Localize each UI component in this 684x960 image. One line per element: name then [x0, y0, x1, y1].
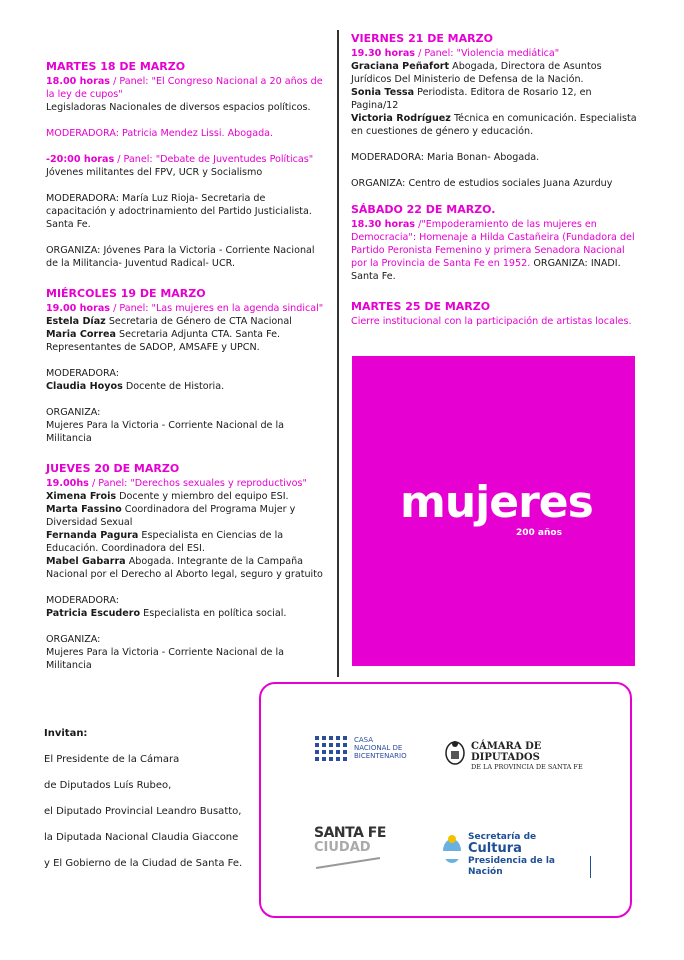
day-heading-martes-25: MARTES 25 DE MARZO: [351, 300, 491, 313]
panel-line: 18.30 horas /"Empoderamiento de las mujeres en Democracia": Homenaje a Hilda Castañeira (Fundadora del Partido Peronista Femenino y primera Senadora Nacional por la Provincia de Santa Fe en 1952. ORGANIZA: INADI. Santa Fe.: [351, 219, 635, 282]
organizer-label: ORGANIZA:: [46, 634, 101, 645]
invitation-line: el Diputado Provincial Leandro Busatto,: [44, 806, 242, 817]
right-column: [351, 32, 639, 328]
moderator-label: MODERADORA:: [46, 595, 119, 606]
brand-box: [352, 356, 635, 666]
speaker-line: Graciana Peñafort Abogada, Directora de Asuntos Jurídicos Del Ministerio de Defensa de la Nación.: [351, 61, 602, 85]
speaker-line: Ximena Frois Docente y miembro del equipo ESI.: [46, 491, 289, 502]
organizer-line: ORGANIZA: Centro de estudios sociales Juana Azurduy: [351, 178, 613, 189]
casa-bicentenario-logo: [314, 734, 414, 768]
camara-logo-title: CÁMARA DE DIPUTADOS: [471, 741, 542, 763]
casa-logo-text: CASA: [354, 736, 374, 744]
camara-diputados-logo: [443, 738, 613, 770]
brand-subtitle: 200 años: [516, 528, 562, 538]
day-heading-sabado-22: SÁBADO 22 DE MARZO.: [351, 203, 496, 216]
moderator-line: MODERADORA: Patricia Mendez Lissi. Abogada.: [46, 128, 274, 139]
day-heading-viernes-21: VIERNES 21 DE MARZO: [351, 32, 493, 45]
invitation-line: El Presidente de la Cámara: [44, 754, 180, 765]
swoosh-icon: [314, 856, 384, 870]
coat-of-arms-icon: [443, 738, 467, 766]
speaker-line: Maria Correa Secretaria Adjunta CTA. Santa Fe.: [46, 329, 281, 340]
speaker-line: Fernanda Pagura Especialista en Ciencias de la Educación. Coordinadora del ESI.: [46, 530, 284, 554]
day-heading-martes-18: MARTES 18 DE MARZO: [46, 60, 186, 73]
panel-description: Jóvenes militantes del FPV, UCR y Socialismo: [46, 167, 263, 178]
invitation-line: de Diputados Luís Rubeo,: [44, 780, 172, 791]
casa-logo-text: NACIONAL DE: [354, 744, 403, 752]
speaker-line: Estela Díaz Secretaria de Género de CTA Nacional: [46, 316, 292, 327]
invitation-block: [44, 728, 264, 883]
panel-line: -20:00 horas / Panel: "Debate de Juventudes Políticas": [46, 154, 314, 165]
day-heading-jueves-20: JUEVES 20 DE MARZO: [46, 462, 180, 475]
speaker-line: Marta Fassino Coordinadora del Programa Mujer y Diversidad Sexual: [46, 504, 296, 528]
moderator-line: Patricia Escudero Especialista en política social.: [46, 608, 287, 619]
organizer-line: Mujeres Para la Victoria - Corriente Nacional de la Militancia: [46, 420, 285, 444]
dot-grid-icon: [314, 734, 350, 768]
left-column: [46, 60, 328, 672]
moderator-line: MODERADORA: Maria Bonan- Abogada.: [351, 152, 540, 163]
cultura-logo-title: Cultura: [468, 841, 522, 856]
sponsor-logos-frame: [259, 682, 632, 918]
moderator-line: MODERADORA: María Luz Rioja- Secretaria de capacitación y adoctrinamiento del Partido Justicialista. Santa Fe.: [46, 193, 312, 230]
panel-description: Legisladoras Nacionales de diversos espacios políticos.: [46, 102, 311, 113]
organizer-line: ORGANIZA: Jóvenes Para la Victoria - Corriente Nacional de la Militancia- Juventud Radical- UCR.: [46, 245, 315, 269]
panel-line: 19.00hs / Panel: "Derechos sexuales y reproductivos": [46, 478, 307, 489]
invitation-title: Invitan:: [44, 728, 88, 739]
santa-fe-ciudad-logo: [314, 826, 394, 874]
brand-wordmark: mujeres: [400, 477, 593, 528]
speaker-line: Sonia Tessa Periodista. Editora de Rosario 12, en Pagina/12: [351, 87, 592, 111]
secretaria-cultura-logo: [441, 830, 591, 877]
column-divider: [337, 30, 339, 677]
moderator-label: MODERADORA:: [46, 368, 119, 379]
speaker-line: Representantes de SADOP, AMSAFE y UPCN.: [46, 342, 260, 353]
moderator-line: Claudia Hoyos Docente de Historia.: [46, 381, 225, 392]
panel-line: 19.00 horas / Panel: "Las mujeres en la agenda sindical": [46, 303, 324, 314]
speaker-line: Mabel Gabarra Abogada. Integrante de la Campaña Nacional por el Derecho al Aborto legal, seguro y gratuito: [46, 556, 323, 580]
closing-description: Cierre institucional con la participación de artistas locales.: [351, 316, 632, 327]
santafe-logo-subtitle: CIUDAD: [314, 840, 371, 855]
organizer-label: ORGANIZA:: [46, 407, 101, 418]
day-heading-miercoles-19: MIÉRCOLES 19 DE MARZO: [46, 287, 206, 300]
cultura-logo-line: Secretaría de: [468, 832, 537, 842]
santafe-logo-title: SANTA FE: [314, 825, 386, 841]
panel-line: 19.30 horas / Panel: "Violencia mediática": [351, 48, 560, 59]
casa-logo-text: BICENTENARIO: [354, 752, 407, 760]
invitation-line: y El Gobierno de la Ciudad de Santa Fe.: [44, 858, 243, 869]
invitation-line: la Diputada Nacional Claudia Giaccone: [44, 832, 239, 843]
speaker-line: Victoria Rodríguez Técnica en comunicación. Especialista en cuestiones de género y educación.: [351, 113, 637, 137]
camara-logo-subtitle: DE LA PROVINCIA DE SANTA FE: [471, 763, 583, 771]
cultura-logo-subtitle: Presidencia de la Nación: [468, 856, 591, 878]
panel-line: 18.00 horas / Panel: "El Congreso Nacional a 20 años de la ley de cupos": [46, 76, 323, 100]
national-shield-icon: [441, 834, 463, 866]
organizer-line: Mujeres Para la Victoria - Corriente Nacional de la Militancia: [46, 647, 285, 671]
